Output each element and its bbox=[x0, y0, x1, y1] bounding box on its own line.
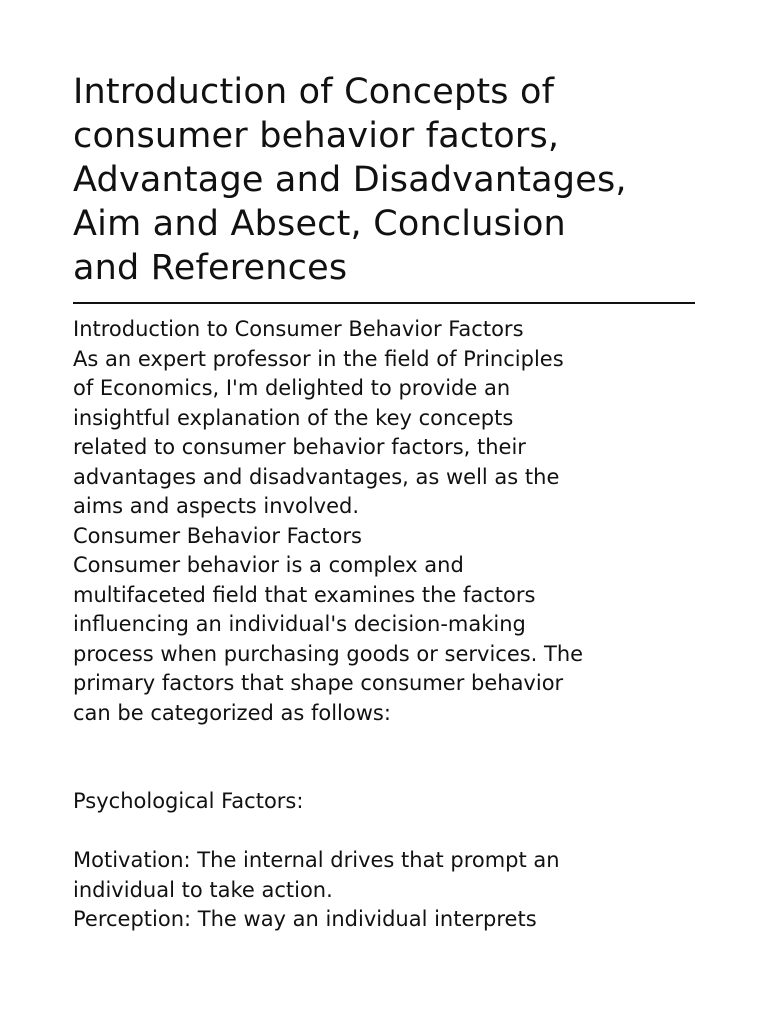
title-divider bbox=[73, 302, 695, 304]
paragraph-gap bbox=[73, 728, 695, 758]
title-line: Aim and Absect, Conclusion bbox=[73, 204, 566, 244]
title-line: and References bbox=[73, 248, 348, 288]
title-line: consumer behavior factors, bbox=[73, 116, 560, 156]
document-title bbox=[73, 70, 695, 290]
body-line: insightful explanation of the key concepts bbox=[73, 405, 514, 430]
paragraph-gap bbox=[73, 817, 695, 847]
section-heading: Consumer Behavior Factors bbox=[73, 523, 362, 548]
body-line: of Economics, I'm delighted to provide an bbox=[73, 376, 511, 400]
body-line: process when purchasing goods or services. The bbox=[73, 641, 584, 666]
body-line: individual to take action. bbox=[73, 877, 333, 902]
title-line: Introduction of Concepts of bbox=[73, 72, 555, 112]
body-line: Motivation: The internal drives that prompt an bbox=[73, 848, 560, 872]
document-body bbox=[73, 315, 695, 935]
body-line: advantages and disadvantages, as well as the bbox=[73, 464, 560, 489]
list-heading: Psychological Factors: bbox=[73, 789, 304, 813]
body-line: related to consumer behavior factors, their bbox=[73, 435, 526, 459]
document-page bbox=[73, 70, 695, 935]
body-line: multifaceted field that examines the factors bbox=[73, 582, 536, 607]
body-line: primary factors that shape consumer behavior bbox=[73, 671, 564, 695]
body-line: Perception: The way an individual interprets bbox=[73, 907, 537, 931]
body-line: As an expert professor in the field of Principles bbox=[73, 346, 564, 371]
body-line: Introduction to Consumer Behavior Factors bbox=[73, 317, 524, 341]
body-line: influencing an individual's decision-making bbox=[73, 612, 526, 636]
body-line: can be categorized as follows: bbox=[73, 700, 391, 725]
title-line: Advantage and Disadvantages, bbox=[73, 160, 627, 200]
body-line: aims and aspects involved. bbox=[73, 494, 360, 518]
body-line: Consumer behavior is a complex and bbox=[73, 553, 464, 577]
paragraph-gap bbox=[73, 758, 695, 788]
